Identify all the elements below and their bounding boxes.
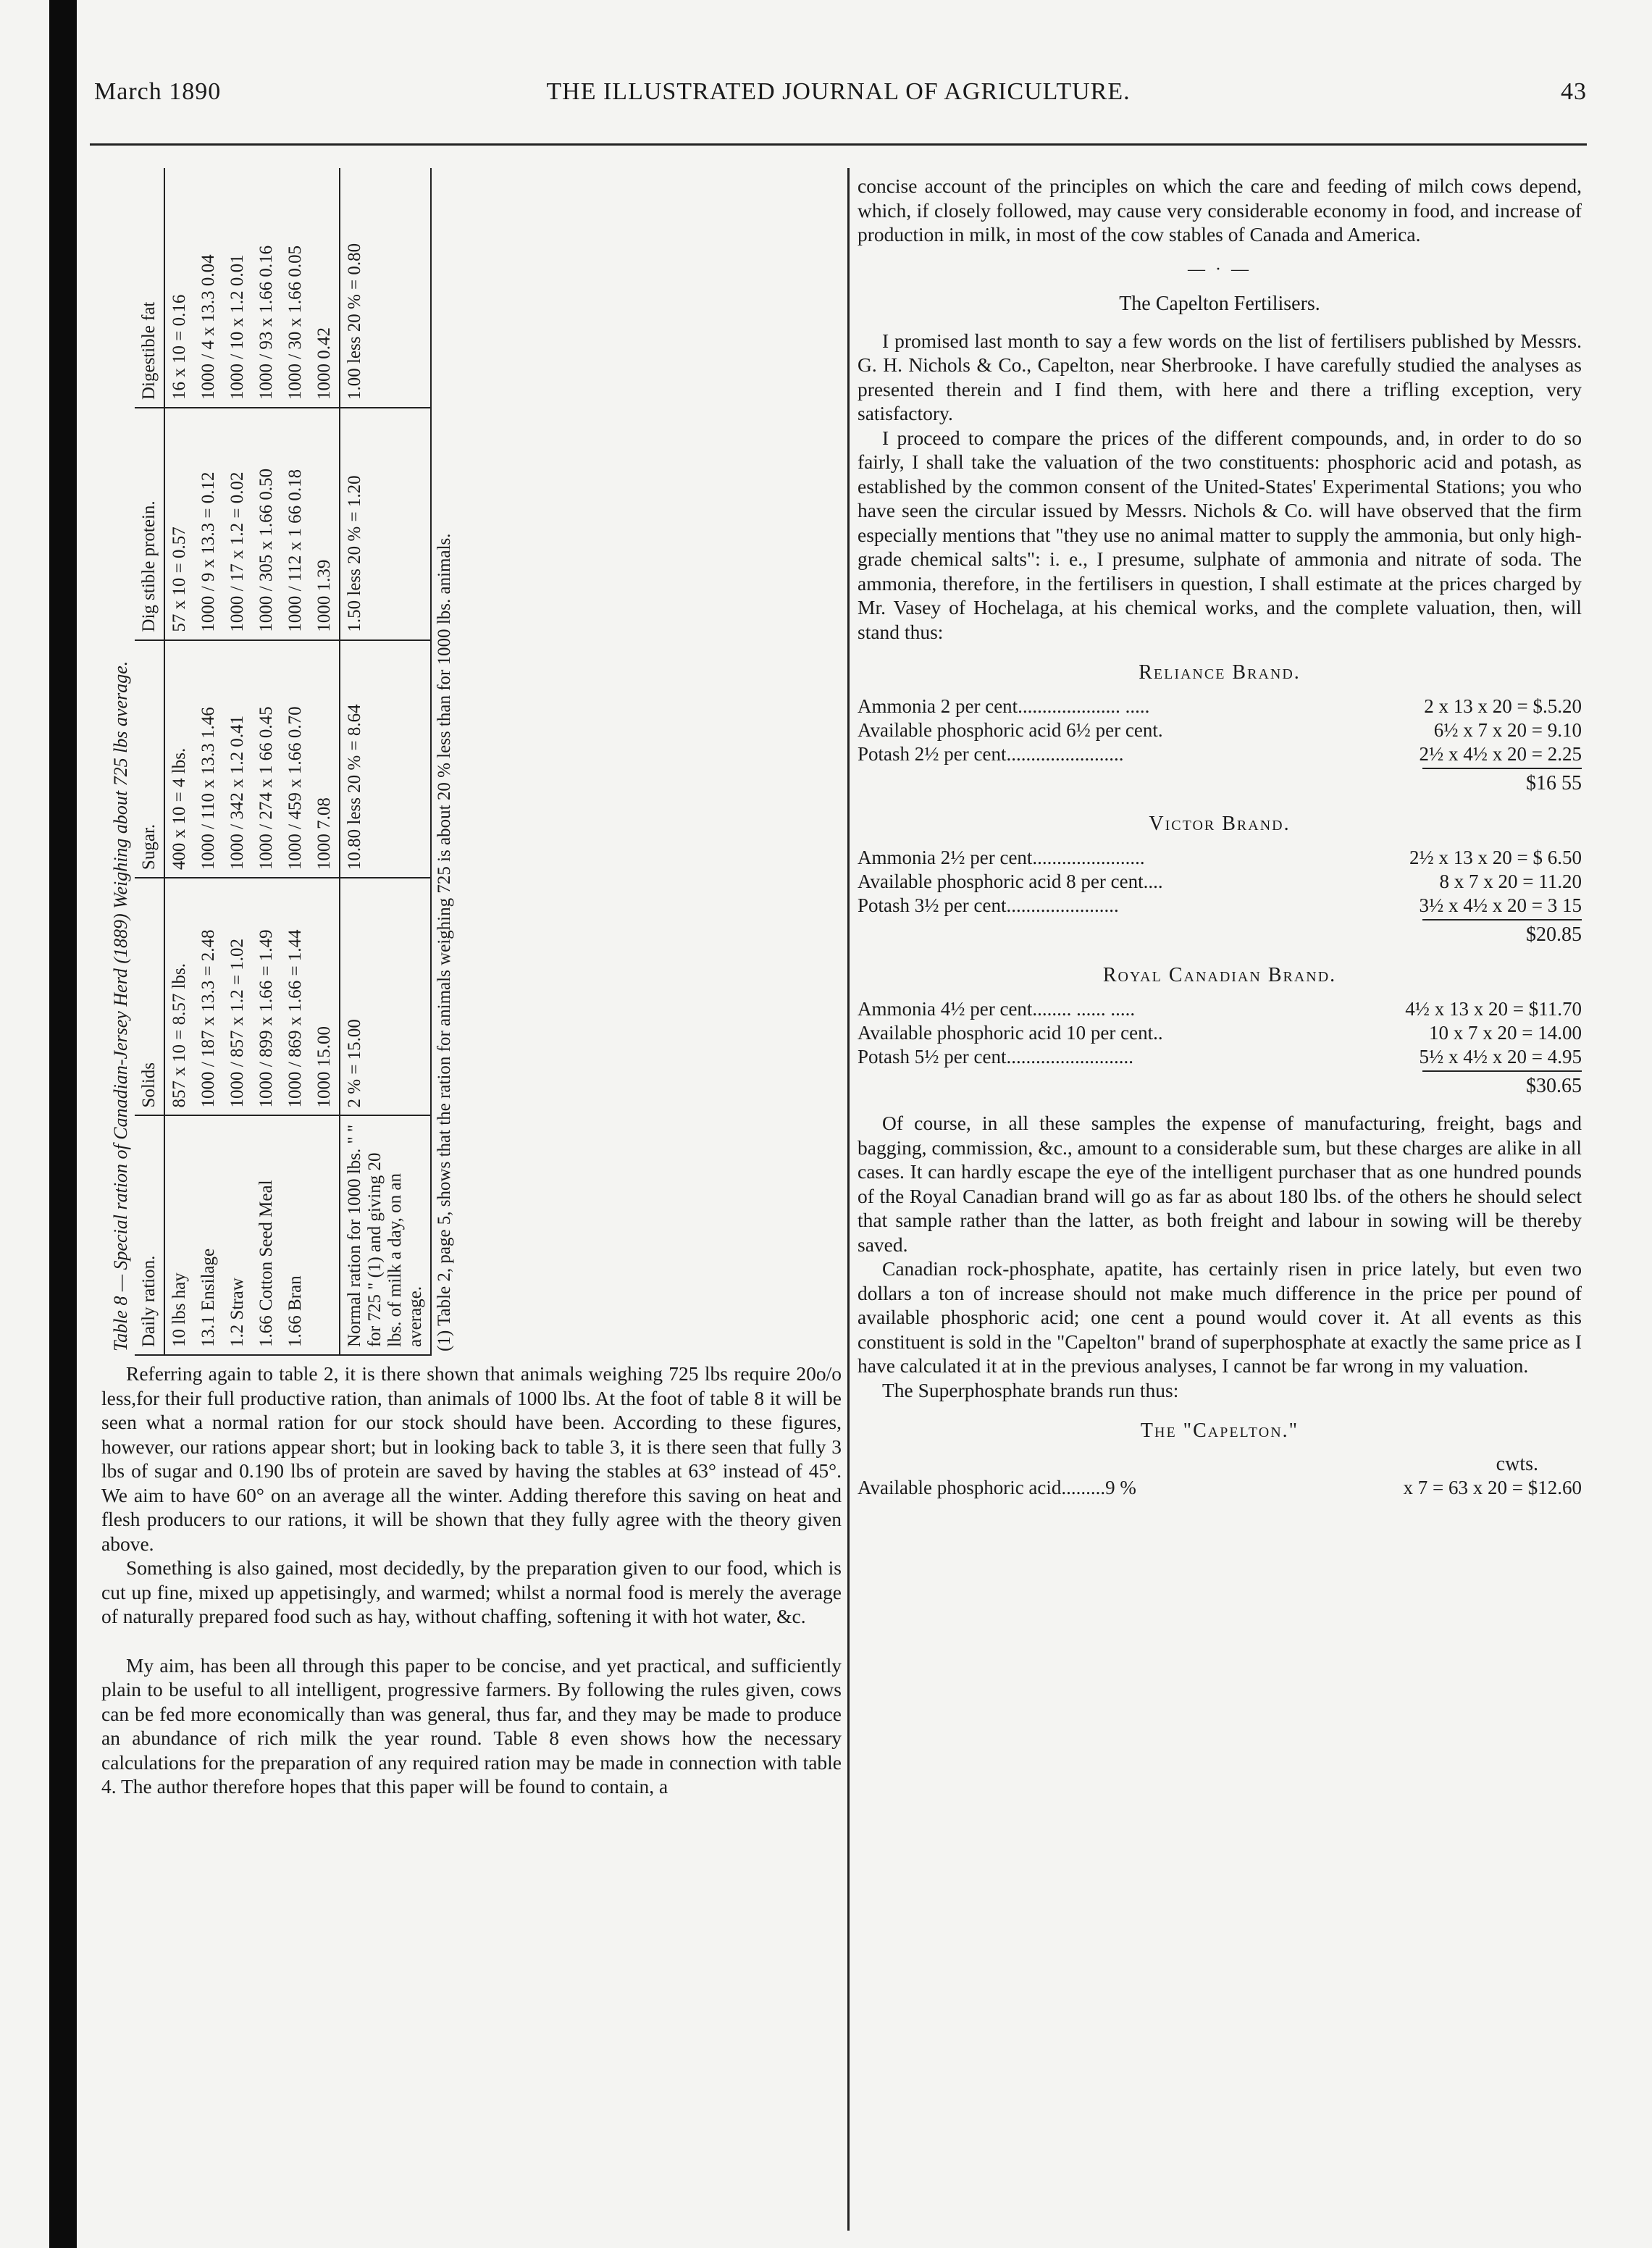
cell-fat: 1000 / 10 x 1.2 0.01 bbox=[223, 168, 252, 408]
paragraph: I proceed to compare the prices of the different compounds, and, in order to do so fairly, I shall take the valuation of the two constituents: phosphoric acid and potash, as established by the common consent of the United-States' Experimental Stations; you who have seen the circular issued by Messrs. Nichols & Co. will have observed that the firm especially mentions that "they use no animal matter to supply the ammonia, but only high-grade chemical salts": i. e., I presume, sulphate of ammonia and nitrate of soda. The ammonia, therefore, in the fertilisers in question, I shall estimate at the prices charged by Mr. Vasey of Hochelaga, at his chemical works, and the complete valuation, then, will stand thus: bbox=[858, 426, 1582, 643]
separator-dash: — · — bbox=[1188, 259, 1251, 279]
brand-total: $20.85 bbox=[1526, 923, 1582, 946]
brand-title: Reliance Brand. bbox=[1139, 661, 1301, 684]
price-label: Ammonia 2 per cent..................... ..... bbox=[858, 695, 1150, 717]
table-footnote: (1) Table 2, page 5, shows that the ration for animals weighing 725 is about 20 % less than for 1000 lbs. animals. bbox=[430, 168, 458, 1356]
cell-sugar: 1000 / 110 x 13.3 1.46 bbox=[194, 640, 223, 878]
cell-ration: 1.66 Cotton Seed Meal bbox=[252, 1116, 281, 1356]
brand-title: Victor Brand. bbox=[1149, 813, 1291, 835]
cell-sugar: 1000 / 459 x 1.66 0.70 bbox=[281, 640, 310, 878]
total-rule bbox=[1422, 1070, 1582, 1072]
left-column bbox=[101, 1362, 842, 2223]
col-header-ration: Daily ration. bbox=[135, 1116, 164, 1356]
price-calc: 3½ x 4½ x 20 = 3 15 bbox=[1419, 894, 1582, 916]
cell-solids: 1000 / 857 x 1.2 = 1.02 bbox=[223, 878, 252, 1115]
capelton-title: The "Capelton." bbox=[1140, 1419, 1299, 1442]
cell-fat: 1000 / 30 x 1.66 0.05 bbox=[281, 168, 310, 408]
price-row bbox=[858, 718, 1582, 742]
price-label: Potash 3½ per cent....................... bbox=[858, 894, 1119, 916]
paragraph: Of course, in all these samples the expense of manufacturing, freight, bags and bagging, commission, &c., amount to a considerable sum, but these charges are alike in all cases. It can hardly escape the eye of the intelligent purchaser that as one hundred pounds of the Royal Canadian brand will go as far as about 180 lbs. of the others he should select that sample rather than the latter, as both freight and labour in sowing will be thereby saved. bbox=[858, 1112, 1582, 1256]
cell-protein: 1.50 less 20 % = 1.20 bbox=[340, 408, 430, 640]
cwts-label: cwts. bbox=[1496, 1453, 1538, 1475]
price-calc: 10 x 7 x 20 = 14.00 bbox=[1429, 1022, 1582, 1044]
paragraph: Referring again to table 2, it is there shown that animals weighing 725 lbs require 20o/o less,for their full productive ration, than animals of 1000 lbs. At the foot of table 8 it will be seen what a normal ration for our stock should have been. According to these figures, however, our rations appear short; but in looking back to table 3, it is there seen that fully 3 lbs of sugar and 0.190 lbs of protein are saved by having the stables at 63° instead of 45°. We aim to have 60° on an average all the winter. Adding therefore this saving on heat and flesh producers to our rations, it will be shown that they fully agree with the theory given above. bbox=[101, 1362, 842, 1555]
price-calc: 8 x 7 x 20 = 11.20 bbox=[1439, 871, 1582, 892]
column-divider bbox=[847, 168, 850, 2231]
cell-fat: 1000 / 4 x 13.3 0.04 bbox=[194, 168, 223, 408]
price-row bbox=[858, 1476, 1582, 1500]
cell-protein: 1000 / 9 x 13.3 = 0.12 bbox=[194, 408, 223, 640]
brand-title: Royal Canadian Brand. bbox=[1102, 964, 1337, 986]
price-row bbox=[858, 997, 1582, 1021]
header-date: March 1890 bbox=[94, 78, 222, 105]
price-label: Available phosphoric acid.........9 % bbox=[858, 1477, 1136, 1498]
cell-protein: 1000 / 305 x 1.66 0.50 bbox=[252, 408, 281, 640]
price-label: Potash 5½ per cent.......................... bbox=[858, 1046, 1133, 1068]
cell-protein: 57 x 10 = 0.57 bbox=[164, 408, 194, 640]
price-calc: 2 x 13 x 20 = $.5.20 bbox=[1424, 695, 1582, 717]
table-row bbox=[252, 168, 281, 1355]
cell-ration bbox=[310, 1116, 340, 1356]
table-row bbox=[223, 168, 252, 1355]
price-row bbox=[858, 1021, 1582, 1045]
cell-fat: 16 x 10 = 0.16 bbox=[164, 168, 194, 408]
col-header-sugar: Sugar. bbox=[135, 640, 164, 878]
price-calc: 2½ x 13 x 20 = $ 6.50 bbox=[1409, 847, 1582, 868]
price-row bbox=[858, 695, 1582, 718]
table-row bbox=[194, 168, 223, 1355]
price-row bbox=[858, 894, 1582, 918]
cell-fat: 1000 / 93 x 1.66 0.16 bbox=[252, 168, 281, 408]
cell-fat: 1.00 less 20 % = 0.80 bbox=[340, 168, 430, 408]
price-row bbox=[858, 1045, 1582, 1069]
paragraph: My aim, has been all through this paper to be concise, and yet practical, and sufficiently plain to be useful to all intelligent, progressive farmers. By following the rules given, cows can be fed more economically than was general, thus far, and they may be made to produce an abundance of rich milk the year round. Table 8 even shows how the necessary calculations for the preparation of any required ration may be made in connection with table 4. The author therefore hopes that this paper will be found to contain, a bbox=[101, 1653, 842, 1798]
cell-solids: 857 x 10 = 8.57 lbs. bbox=[164, 878, 194, 1115]
total-rule bbox=[1422, 919, 1582, 920]
cell-protein: 1000 / 112 x 1 66 0.18 bbox=[281, 408, 310, 640]
price-row bbox=[858, 846, 1582, 870]
table-row-normal bbox=[340, 168, 430, 1355]
price-calc: 2½ x 4½ x 20 = 2.25 bbox=[1419, 743, 1582, 765]
price-label: Ammonia 4½ per cent........ ...... ..... bbox=[858, 998, 1136, 1020]
table-8-region bbox=[107, 168, 839, 1356]
cell-protein: 1000 1.39 bbox=[310, 408, 340, 640]
brand-total: $30.65 bbox=[1526, 1075, 1582, 1097]
paragraph: Canadian rock-phosphate, apatite, has certainly risen in price lately, but even two dollars a ton of increase should not make much difference in the price per pound of available phosphoric acid; one cent a pound would cover it. At all events as this constituent is sold in the "Capelton" brand of superphosphate at exactly the same price as I have calculated it at in the previous analyses, I cannot be far wrong in my valuation. bbox=[858, 1257, 1582, 1377]
paragraph: I promised last month to say a few words on the list of fertilisers published by Messrs. G. H. Nichols & Co., Capelton, near Sherbrooke. I have carefully studied the analyses as presented therein and I find them, with here and there a trifling exception, very satisfactory. bbox=[858, 329, 1582, 424]
header-page-number: 43 bbox=[1561, 78, 1587, 105]
col-header-fat: Digestible fat bbox=[135, 168, 164, 408]
scan-edge-bar bbox=[49, 0, 77, 2248]
table-row bbox=[164, 168, 194, 1355]
header-journal-title: THE ILLUSTRATED JOURNAL OF AGRICULTURE. bbox=[546, 78, 1131, 105]
table-8-rotated bbox=[107, 168, 839, 1356]
paragraph: The Superphosphate brands run thus: bbox=[882, 1378, 1179, 1401]
cell-solids: 1000 / 187 x 13.3 = 2.48 bbox=[194, 878, 223, 1115]
price-row bbox=[858, 742, 1582, 766]
cell-sugar: 10.80 less 20 % = 8.64 bbox=[340, 640, 430, 878]
cell-protein: 1000 / 17 x 1.2 = 0.02 bbox=[223, 408, 252, 640]
ration-table bbox=[135, 168, 430, 1356]
price-calc: 6½ x 7 x 20 = 9.10 bbox=[1433, 719, 1582, 741]
price-label: Available phosphoric acid 10 per cent.. bbox=[858, 1022, 1163, 1044]
cell-ration: 13.1 Ensilage bbox=[194, 1116, 223, 1356]
total-rule bbox=[1422, 768, 1582, 769]
spacer bbox=[858, 1098, 1582, 1111]
col-header-protein: Dig stible protein. bbox=[135, 408, 164, 640]
col-header-solids: Solids bbox=[135, 878, 164, 1115]
cell-ration: 1.66 Bran bbox=[281, 1116, 310, 1356]
section-title: The Capelton Fertilisers. bbox=[1119, 292, 1320, 315]
brand-total: $16 55 bbox=[1526, 772, 1582, 794]
cell-ration: Normal ration for 1000 lbs. " " for 725 " (1) and giving 20 lbs. of milk a day, on an average. bbox=[340, 1116, 430, 1356]
cell-sugar: 1000 / 342 x 1.2 0.41 bbox=[223, 640, 252, 878]
table-header-row bbox=[135, 168, 164, 1355]
cell-ration: 10 lbs hay bbox=[164, 1116, 194, 1356]
table-row-total bbox=[310, 168, 340, 1355]
price-calc: x 7 = 63 x 20 = $12.60 bbox=[1403, 1477, 1582, 1498]
right-column bbox=[858, 174, 1582, 2231]
table-caption: Table 8 — Special ration of Canadian-Jersey Herd (1889) Weighing about 725 lbs average. bbox=[110, 660, 131, 1351]
price-label: Ammonia 2½ per cent....................... bbox=[858, 847, 1145, 868]
cell-sugar: 400 x 10 = 4 lbs. bbox=[164, 640, 194, 878]
cell-sugar: 1000 / 274 x 1 66 0.45 bbox=[252, 640, 281, 878]
page-header bbox=[90, 78, 1587, 126]
cell-solids: 2 % = 15.00 bbox=[340, 878, 430, 1115]
cell-ration: 1.2 Straw bbox=[223, 1116, 252, 1356]
price-calc: 5½ x 4½ x 20 = 4.95 bbox=[1419, 1046, 1582, 1068]
paragraph: concise account of the principles on which the care and feeding of milch cows depend, which, if closely followed, may cause very considerable economy in food, and increase of production in milk, in most of the cow stables of Canada and America. bbox=[858, 175, 1582, 246]
price-label: Potash 2½ per cent........................ bbox=[858, 743, 1124, 765]
cell-solids: 1000 / 899 x 1.66 = 1.49 bbox=[252, 878, 281, 1115]
cell-solids: 1000 15.00 bbox=[310, 878, 340, 1115]
spacer bbox=[101, 1629, 842, 1653]
price-label: Available phosphoric acid 6½ per cent. bbox=[858, 719, 1163, 741]
price-row bbox=[858, 870, 1582, 894]
cell-fat: 1000 0.42 bbox=[310, 168, 340, 408]
cell-sugar: 1000 7.08 bbox=[310, 640, 340, 878]
header-rule bbox=[90, 143, 1587, 146]
cell-solids: 1000 / 869 x 1.66 = 1.44 bbox=[281, 878, 310, 1115]
paragraph: Something is also gained, most decidedly, by the preparation given to our food, which is cut up fine, mixed up appetisingly, and warmed; whilst a normal food is merely the average of naturally prepared food such as hay, without chaffing, softening it with hot water, &c. bbox=[101, 1556, 842, 1627]
table-row bbox=[281, 168, 310, 1355]
price-label: Available phosphoric acid 8 per cent.... bbox=[858, 871, 1163, 892]
price-calc: 4½ x 13 x 20 = $11.70 bbox=[1405, 998, 1582, 1020]
